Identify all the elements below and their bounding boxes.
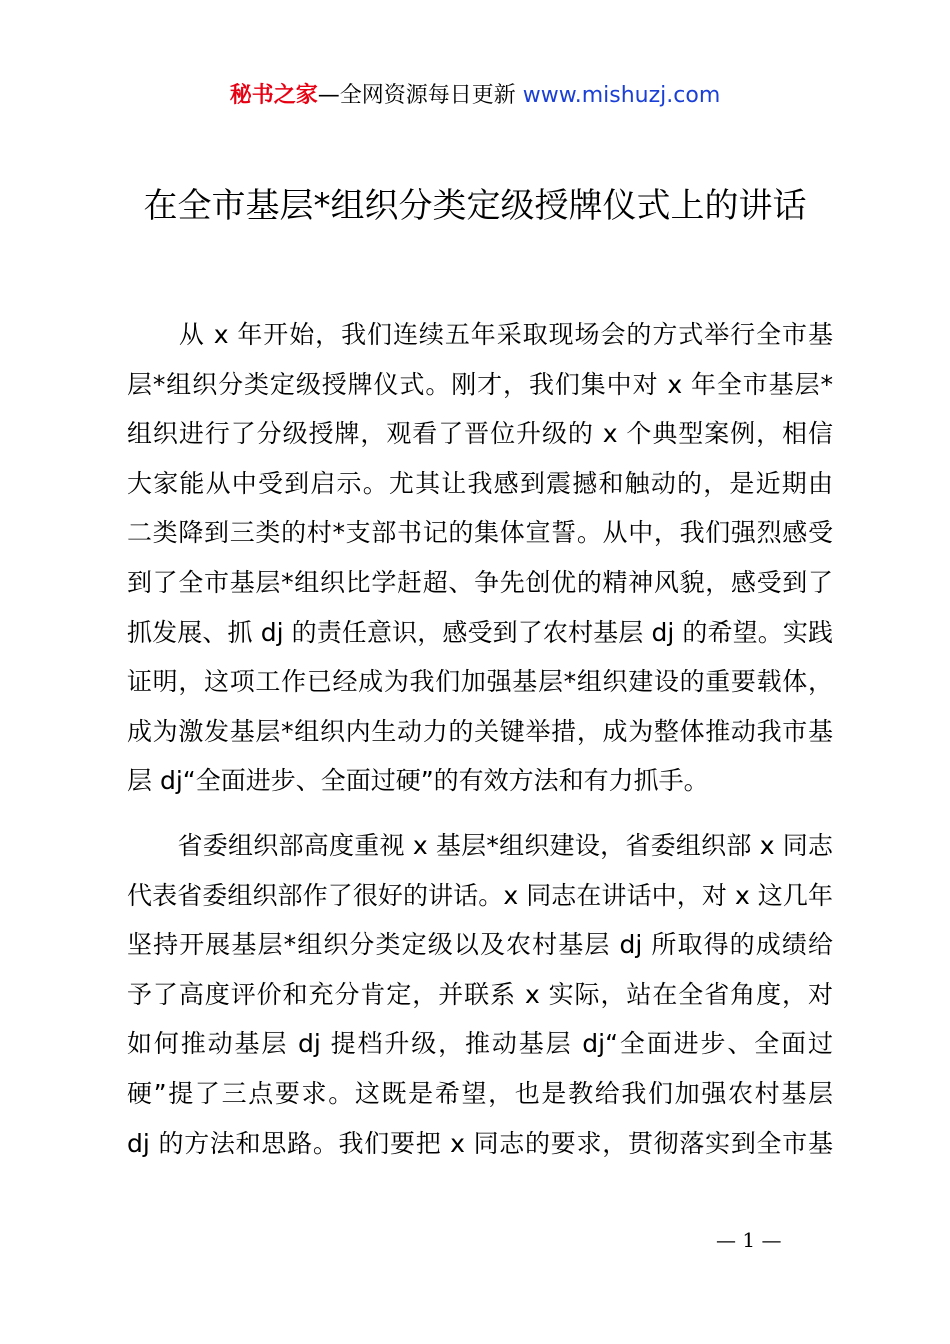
paragraph-1 xyxy=(127,310,833,806)
text-line: 如何推动基层 dj 提档升级，推动基层 dj“全面进步、全面过 xyxy=(127,1029,833,1059)
text-line: 层 dj“全面进步、全面过硬”的有效方法和有力抓手。 xyxy=(127,766,709,796)
text-line: 代表省委组织部作了很好的讲话。x 同志在讲话中，对 x 这几年 xyxy=(127,880,833,910)
text-line: 大家能从中受到启示。尤其让我感到震撼和触动的，是近期由 xyxy=(127,468,833,498)
text-line: 硬”提了三点要求。这既是希望，也是教给我们加强农村基层 xyxy=(127,1078,833,1108)
site-tagline: —全网资源每日更新 xyxy=(317,83,523,108)
site-brand: 秘书之家 xyxy=(229,83,318,108)
text-line: dj 的方法和思路。我们要把 x 同志的要求，贯彻落实到全市基 xyxy=(127,1128,833,1158)
text-line: 层*组织分类定级授牌仪式。刚才，我们集中对 x 年全市基层* xyxy=(127,369,833,399)
page-number: — 1 — xyxy=(716,1228,782,1252)
paragraph-2 xyxy=(127,821,833,1168)
document-title: 在全市基层*组织分类定级授牌仪式上的讲话 xyxy=(143,186,807,226)
text-line: 坚持开展基层*组织分类定级以及农村基层 dj 所取得的成绩给 xyxy=(127,930,833,960)
site-url-link[interactable]: www.mishuzj.com xyxy=(522,83,721,108)
text-line: 省委组织部高度重视 x 基层*组织建设，省委组织部 x 同志 xyxy=(127,830,833,860)
text-line: 从 x 年开始，我们连续五年采取现场会的方式举行全市基 xyxy=(127,320,833,349)
text-line: 到了全市基层*组织比学赶超、争先创优的精神风貌，感受到了 xyxy=(127,567,833,597)
text-line: 组织进行了分级授牌，观看了晋位升级的 x 个典型案例，相信 xyxy=(127,419,833,449)
text-line: 二类降到三类的村*支部书记的集体宣誓。从中，我们强烈感受 xyxy=(127,518,833,548)
text-line: 予了高度评价和充分肯定，并联系 x 实际，站在全省角度，对 xyxy=(127,979,833,1009)
document-body xyxy=(127,310,833,1183)
text-line: 证明，这项工作已经成为我们加强基层*组织建设的重要载体， xyxy=(127,667,833,697)
text-line: 成为激发基层*组织内生动力的关键举措，成为整体推动我市基 xyxy=(127,716,833,746)
text-line: 抓发展、抓 dj 的责任意识，感受到了农村基层 dj 的希望。实践 xyxy=(127,617,833,647)
site-header xyxy=(0,80,950,112)
